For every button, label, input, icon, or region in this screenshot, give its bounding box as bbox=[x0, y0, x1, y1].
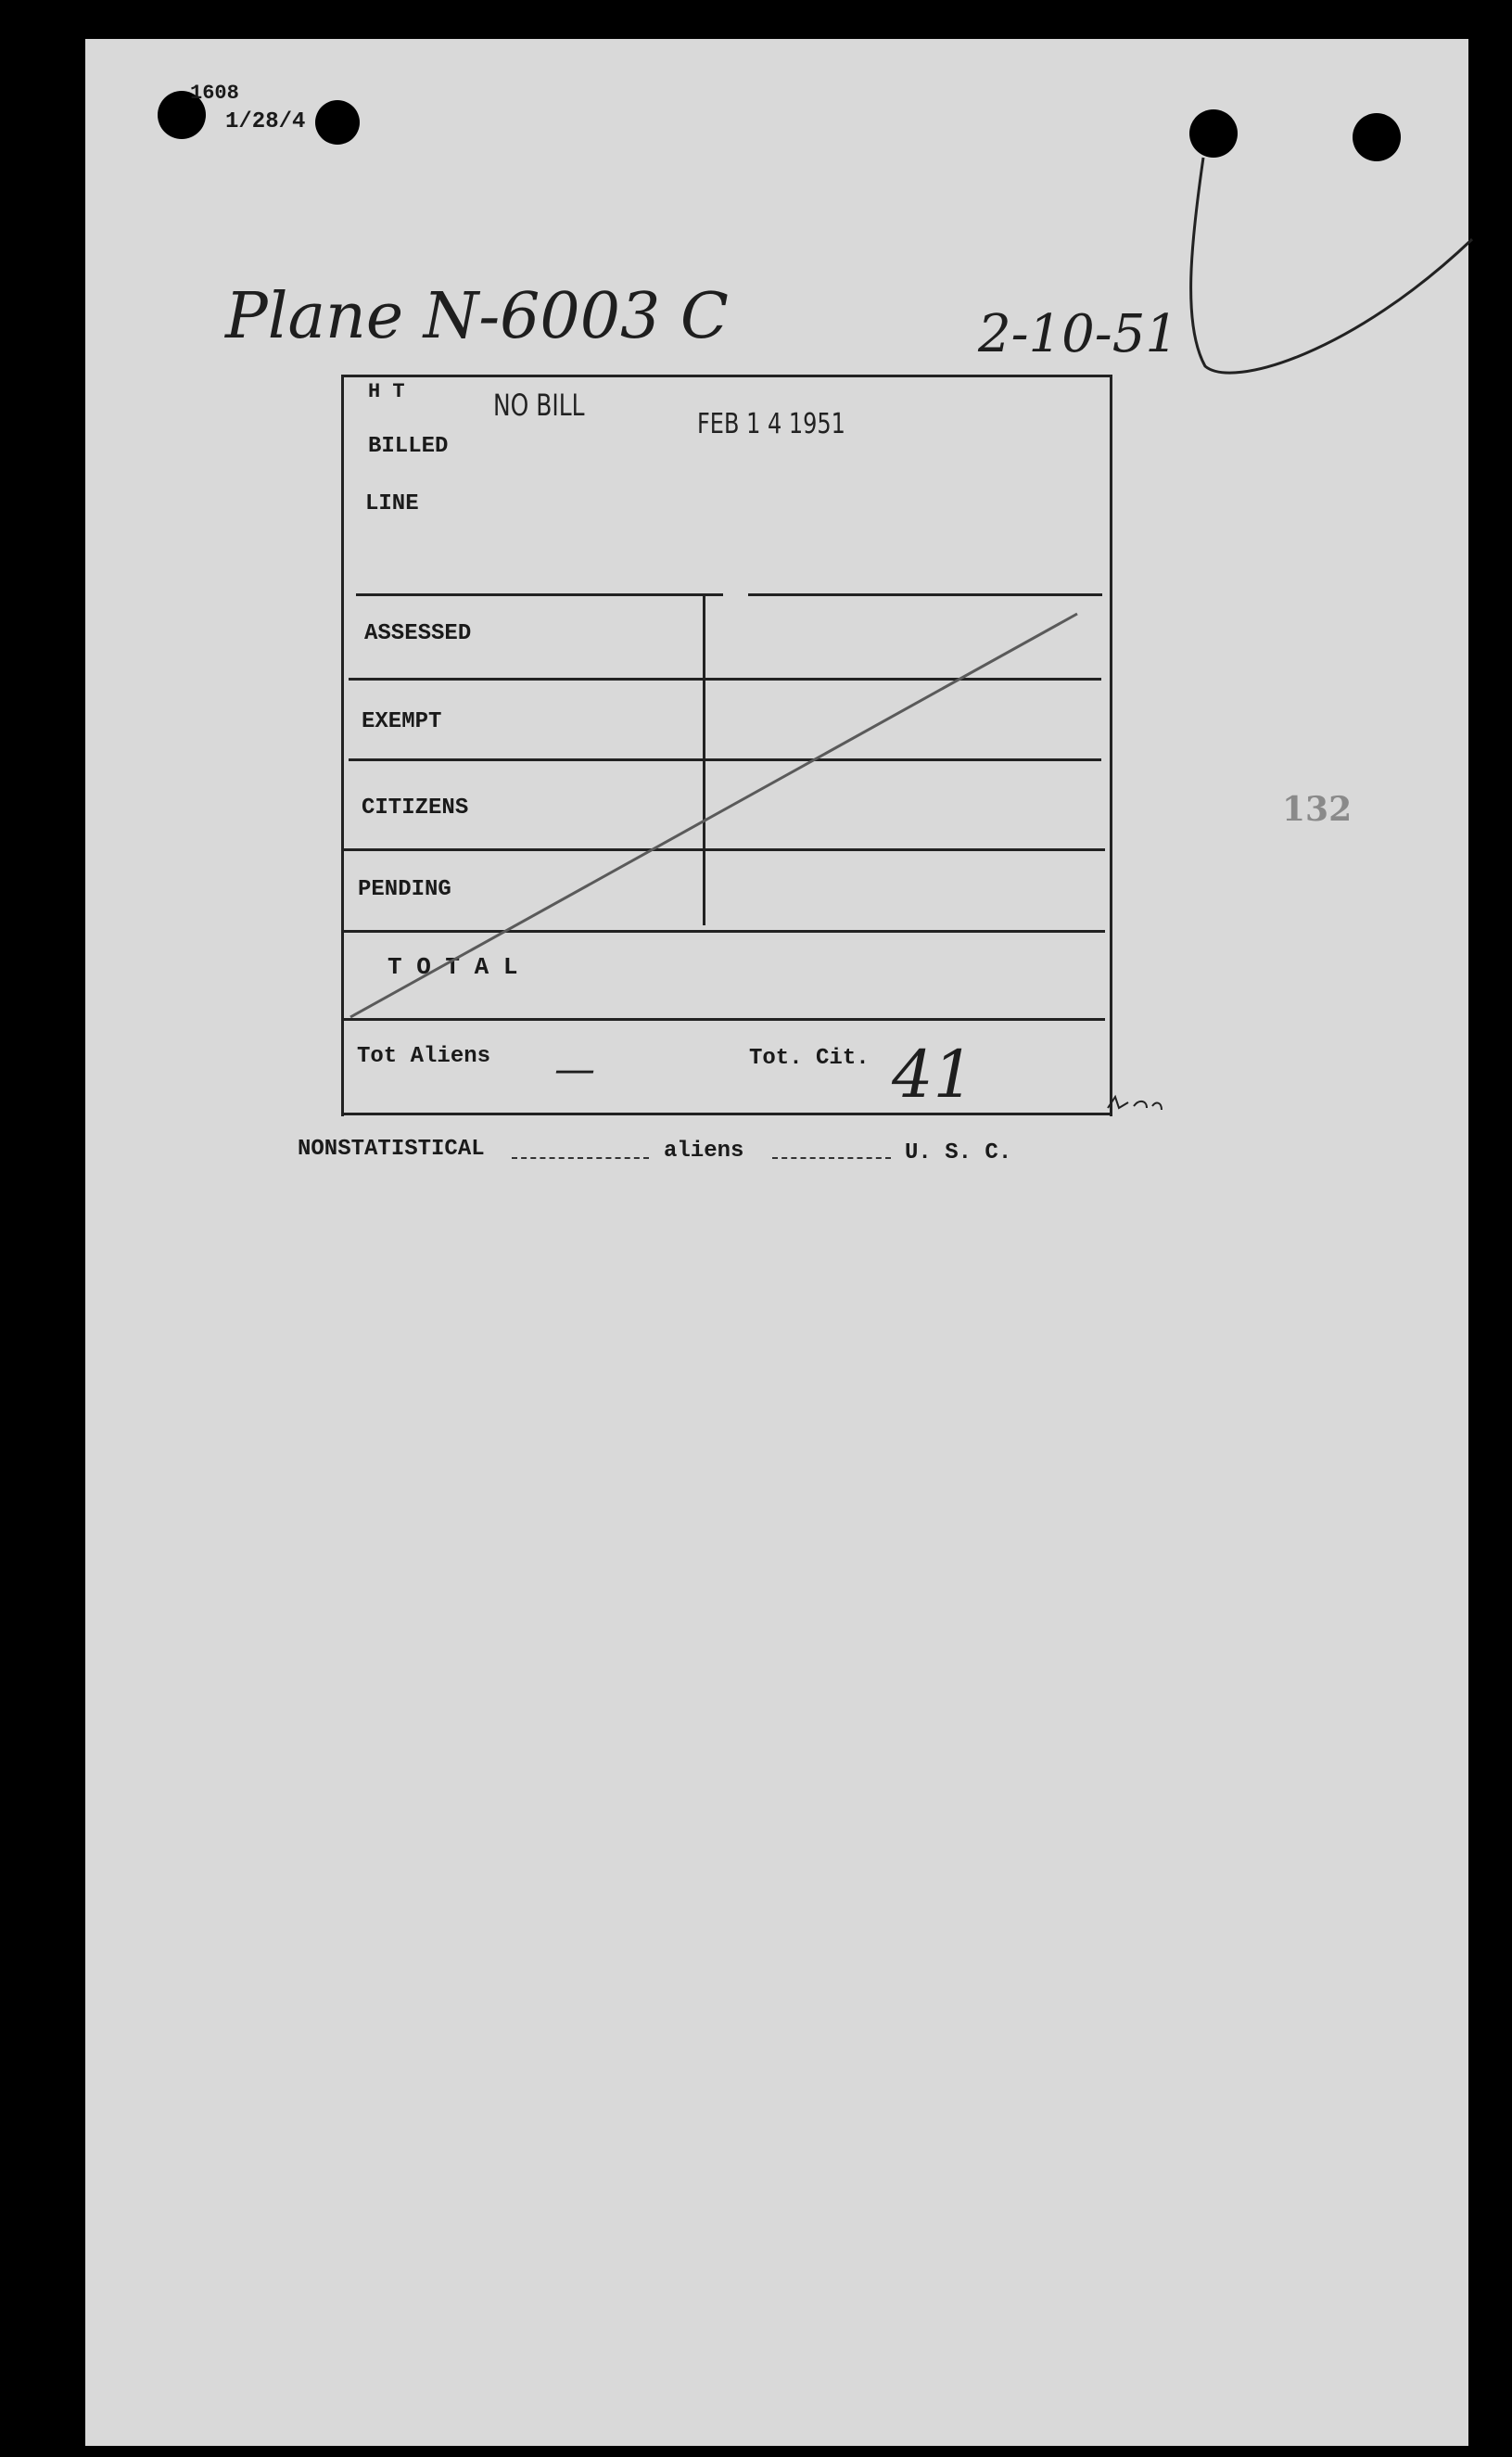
tot-cit-value: 41 bbox=[892, 1037, 975, 1113]
nonstatistical-label: NONSTATISTICAL bbox=[298, 1137, 485, 1162]
cancel-diagonal-line bbox=[350, 614, 1077, 1017]
tot-aliens-label: Tot Aliens bbox=[357, 1044, 491, 1069]
total-label: T O T A L bbox=[388, 953, 518, 981]
margin-curve-stroke bbox=[1191, 158, 1472, 373]
date-handwritten: 2-10-51 bbox=[978, 304, 1178, 364]
tot-aliens-value: — bbox=[554, 1046, 595, 1093]
page-number: 132 bbox=[1282, 790, 1353, 829]
tot-cit-label: Tot. Cit. bbox=[749, 1046, 870, 1071]
plane-id-handwritten: Plane N-6003 C bbox=[225, 280, 729, 353]
row-label-citizens: CITIZENS bbox=[362, 796, 469, 821]
row-label-exempt: EXEMPT bbox=[362, 709, 442, 734]
billed-label: BILLED bbox=[368, 434, 449, 459]
line-label: LINE bbox=[365, 491, 419, 516]
aliens-label: aliens bbox=[664, 1139, 744, 1164]
initials-scribble bbox=[1108, 1097, 1162, 1110]
ht-label: H T bbox=[368, 380, 405, 403]
form-date: 1/28/4 bbox=[225, 109, 306, 134]
row-label-pending: PENDING bbox=[358, 877, 451, 902]
date-stamp: FEB 1 4 1951 bbox=[697, 408, 845, 440]
no-bill-stamp: NO BILL bbox=[493, 388, 585, 423]
form-code: 1608 bbox=[190, 82, 239, 105]
usc-label: U. S. C. bbox=[905, 1140, 1012, 1165]
row-label-assessed: ASSESSED bbox=[364, 621, 472, 646]
